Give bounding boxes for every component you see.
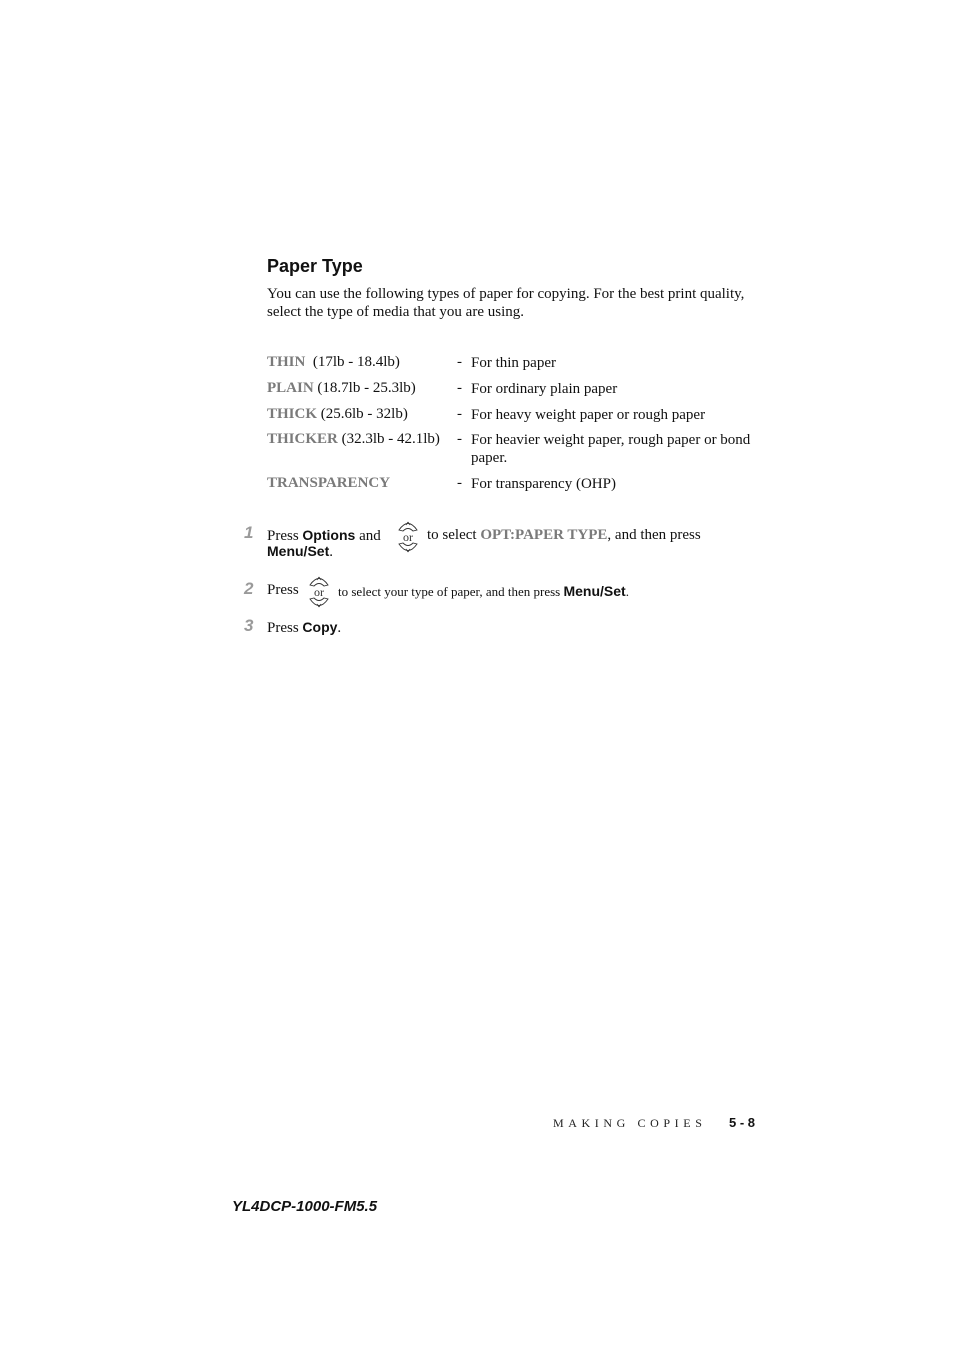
then-press-text: , and then press [607, 527, 701, 543]
copy-key-label: Copy [302, 619, 338, 635]
paper-type-range: (18.7lb - 25.3lb) [317, 380, 416, 396]
page-title: Paper Type [267, 256, 363, 276]
paper-type-plain [267, 380, 416, 397]
icon-or-text: or [314, 585, 324, 599]
paper-type-desc: For ordinary plain paper [471, 381, 618, 397]
dash: - [457, 380, 462, 396]
step-1-line1-rest [427, 527, 701, 543]
period: . [337, 620, 342, 636]
step-2-text [338, 583, 629, 600]
paper-type-desc: For transparency (OHP) [471, 476, 616, 492]
intro-paragraph: You can use the following types of paper for copying. For the best print quality, select the type of media that you are using. [267, 286, 745, 320]
paper-type-desc-line1: For heavier weight paper, rough paper or bond [471, 432, 751, 448]
paper-type-desc: For heavy weight paper or rough paper [471, 407, 706, 423]
step-number: 1 [244, 523, 254, 542]
step-number: 3 [244, 616, 254, 635]
paper-type-thick [267, 406, 408, 423]
period: . [625, 584, 629, 599]
dash: - [457, 354, 462, 370]
page-number: 5 - 8 [729, 1115, 756, 1130]
menu-set-key-label: Menu/Set [563, 583, 626, 599]
press-text: Press [267, 620, 299, 636]
options-key-label: Options [302, 527, 356, 543]
paper-type-desc-line2: paper. [471, 450, 508, 466]
paper-type-name: PLAIN [267, 380, 314, 396]
icon-or-text: or [403, 530, 413, 544]
paper-type-desc [471, 431, 771, 467]
paper-type-transparency [267, 475, 390, 492]
footer-section-name: MAKING COPIES [553, 1116, 707, 1130]
lcd-text: OPT:PAPER TYPE [480, 527, 608, 543]
step-1-line2 [267, 543, 333, 560]
dash: - [457, 431, 462, 447]
paper-type-thin [267, 354, 400, 371]
up-down-arrow-icon [307, 574, 331, 610]
step-number: 2 [244, 579, 254, 598]
step-1-line1 [267, 527, 381, 544]
press-text: Press [267, 528, 299, 544]
to-select-text: to select [427, 527, 477, 543]
paper-type-name: THICKER [267, 431, 338, 447]
step-3-line [267, 619, 341, 636]
paper-type-name: THIN [267, 354, 306, 370]
paper-type-range: (17lb - 18.4lb) [312, 354, 400, 370]
period: . [329, 544, 333, 560]
paper-type-range: (25.6lb - 32lb) [320, 406, 408, 422]
paper-type-range: (32.3lb - 42.1lb) [341, 431, 440, 447]
step-2-instruction: to select your type of paper, and then press [338, 584, 561, 599]
paper-type-name: TRANSPARENCY [267, 475, 391, 491]
step-2-press: Press [267, 582, 299, 598]
menu-set-key-label: Menu/Set [267, 543, 330, 559]
dash: - [457, 406, 462, 422]
document-code: YL4DCP-1000-FM5.5 [232, 1198, 378, 1215]
up-down-arrow-icon [396, 519, 420, 555]
paper-type-name: THICK [267, 406, 318, 422]
paper-type-desc: For thin paper [471, 355, 556, 371]
paper-type-thicker [267, 431, 440, 448]
and-text: and [359, 528, 381, 544]
dash: - [457, 475, 462, 491]
